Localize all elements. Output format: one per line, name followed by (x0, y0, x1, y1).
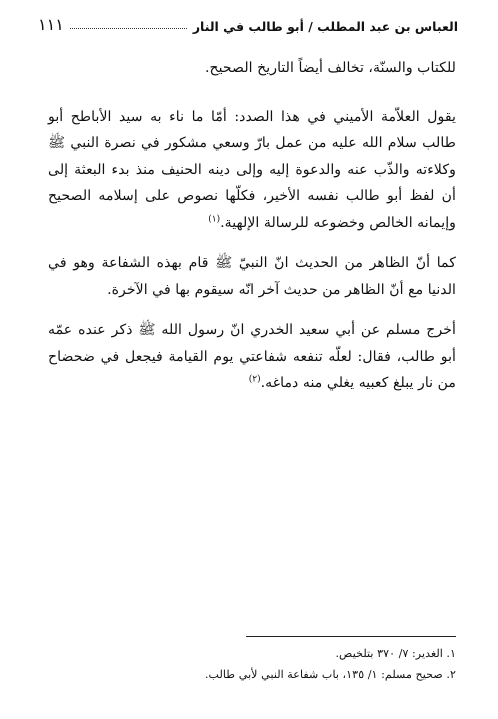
footnote-ref[interactable]: (٢) (248, 374, 261, 385)
footnote-ref[interactable]: (١) (208, 213, 221, 224)
paragraph (48, 317, 456, 397)
paragraph (48, 250, 456, 303)
footnote: ١. الغدير: ٧/ ٣٧٠ بتلخيص. (335, 647, 456, 660)
page-number: ١١١ (38, 15, 64, 34)
paragraph (48, 55, 456, 82)
running-header (38, 8, 458, 34)
paragraph-text: يقول العلاّمة الأميني في هذا الصدد: أمّا ما ناء به سيد الأباطح أبو طالب سلام الله عليه من عمل بارّ وسعي مشكور في نصرة النبي ﷺ وكلاءته والذّب عنه والدعوة إليه وإلى دينه الحنيف منذ بدء البعثة إلى أن لفظ أبو طالب نفسه الأخير، فكلّها نصوص على إسلامه الصحيح وإيمانه الخالص وخضوعه للرسالة الإلهية. (48, 108, 456, 231)
footnotes (46, 643, 456, 685)
paragraph-text: كما أنّ الظاهر من الحديث انّ النبيّ ﷺ قام بهذه الشفاعة وهو في الدنيا مع أنّ الظاهر من حديث آخر انّه سيقوم بها في الآخرة. (48, 255, 456, 298)
main-text (48, 55, 456, 411)
paragraph-text: أخرج مسلم عن أبي سعيد الخدري انّ رسول الله ﷺ ذكر عنده عمّه أبو طالب، فقال: لعلّه تنفعه شفاعتي يوم القيامة فيجعل في ضحضاح من نار يبلغ كعبيه يغلي منه دماغه. (48, 322, 456, 391)
paragraph-text: للكتاب والسنّة، تخالف أيضاً التاريخ الصحيح. (204, 60, 456, 76)
footnote-separator (246, 636, 456, 637)
footnote: ٢. صحيح مسلم: ١/ ١٣٥، باب شفاعة النبي لأبي طالب. (204, 668, 456, 681)
header-dot-leader (70, 28, 187, 29)
running-title: العباس بن عبد المطلب / أبو طالب في النار (192, 19, 458, 34)
paragraph (48, 104, 456, 237)
